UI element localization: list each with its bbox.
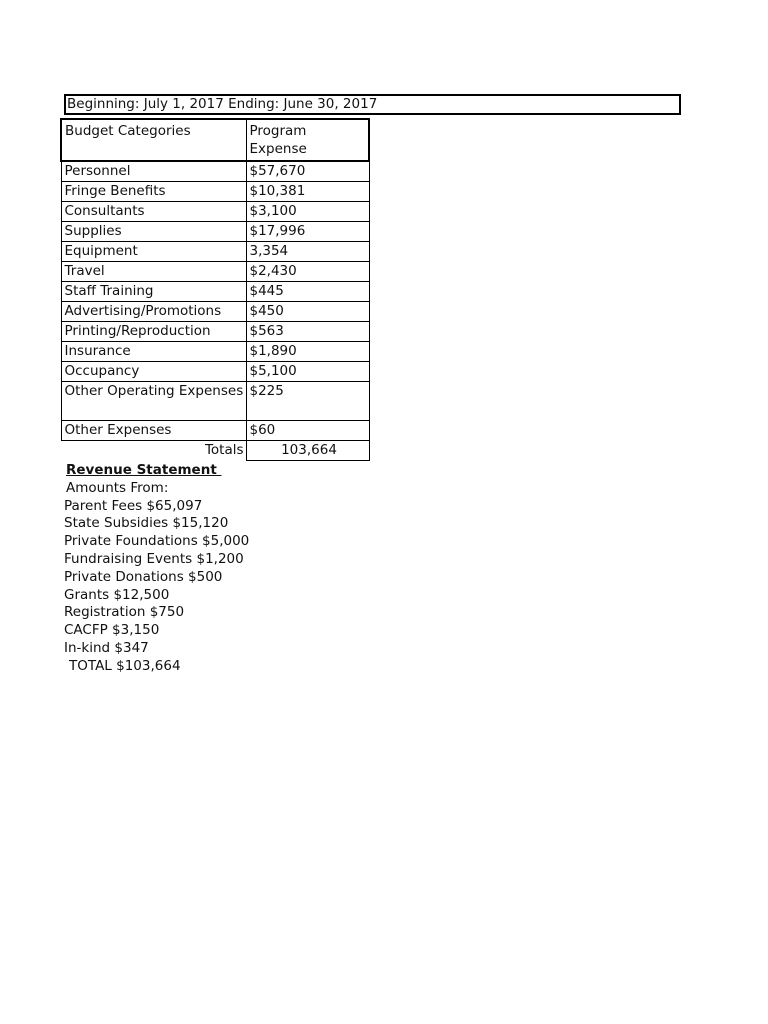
table-row [61,362,369,382]
totals-row [61,441,369,461]
revenue-item: Private Foundations $5,000 [64,533,250,550]
category-cell: Advertising/Promotions [61,302,246,322]
revenue-total: TOTAL $103,664 [69,657,181,674]
revenue-item: Registration $750 [64,604,185,621]
category-cell: Insurance [61,342,246,362]
revenue-statement [64,462,249,676]
amount-cell: $5,100 [246,362,369,382]
amount-cell: $1,890 [246,342,369,362]
amount-cell: $445 [246,282,369,302]
category-cell: Fringe Benefits [61,182,246,202]
table-row [61,322,369,342]
amount-cell: $563 [246,322,369,342]
amount-cell: $3,100 [246,202,369,222]
amount-cell: $10,381 [246,182,369,202]
totals-value: 103,664 [246,441,369,461]
revenue-item: In-kind $347 [64,639,149,656]
table-row [61,282,369,302]
budget-table [60,118,370,461]
category-cell: Travel [61,262,246,282]
column-header-category: Budget Categories [61,119,246,161]
amount-cell: 3,354 [246,242,369,262]
amount-cell: $57,670 [246,161,369,182]
amount-cell: $60 [246,421,369,441]
category-cell: Other Operating Expenses [61,382,246,421]
amount-cell: $2,430 [246,262,369,282]
revenue-item: Grants $12,500 [64,586,170,603]
revenue-item: State Subsidies $15,120 [64,515,229,532]
category-cell: Personnel [61,161,246,182]
table-row [61,342,369,362]
category-cell: Consultants [61,202,246,222]
revenue-intro: Amounts From: [66,479,169,496]
table-row [61,262,369,282]
column-header-program-expense: Program Expense [246,119,369,161]
amount-cell: $17,996 [246,222,369,242]
table-row [61,161,369,182]
revenue-item: Fundraising Events $1,200 [64,550,244,567]
revenue-item: CACFP $3,150 [64,622,160,639]
category-cell: Other Expenses [61,421,246,441]
totals-label: Totals [61,441,246,461]
category-cell: Occupancy [61,362,246,382]
budget-period: Beginning: July 1, 2017 Ending: June 30, 2017 [64,94,681,115]
revenue-item: Private Donations $500 [64,568,223,585]
table-row [61,421,369,441]
category-cell: Equipment [61,242,246,262]
amount-cell: $450 [246,302,369,322]
revenue-heading: Revenue Statement [66,462,222,478]
table-header-row [61,119,369,161]
table-row [61,302,369,322]
table-row [61,222,369,242]
revenue-item: Parent Fees $65,097 [64,497,203,514]
table-row [61,182,369,202]
category-cell: Supplies [61,222,246,242]
table-row [61,202,369,222]
table-row [61,382,369,421]
category-cell: Printing/Reproduction [61,322,246,342]
amount-cell: $225 [246,382,369,421]
table-row [61,242,369,262]
category-cell: Staff Training [61,282,246,302]
